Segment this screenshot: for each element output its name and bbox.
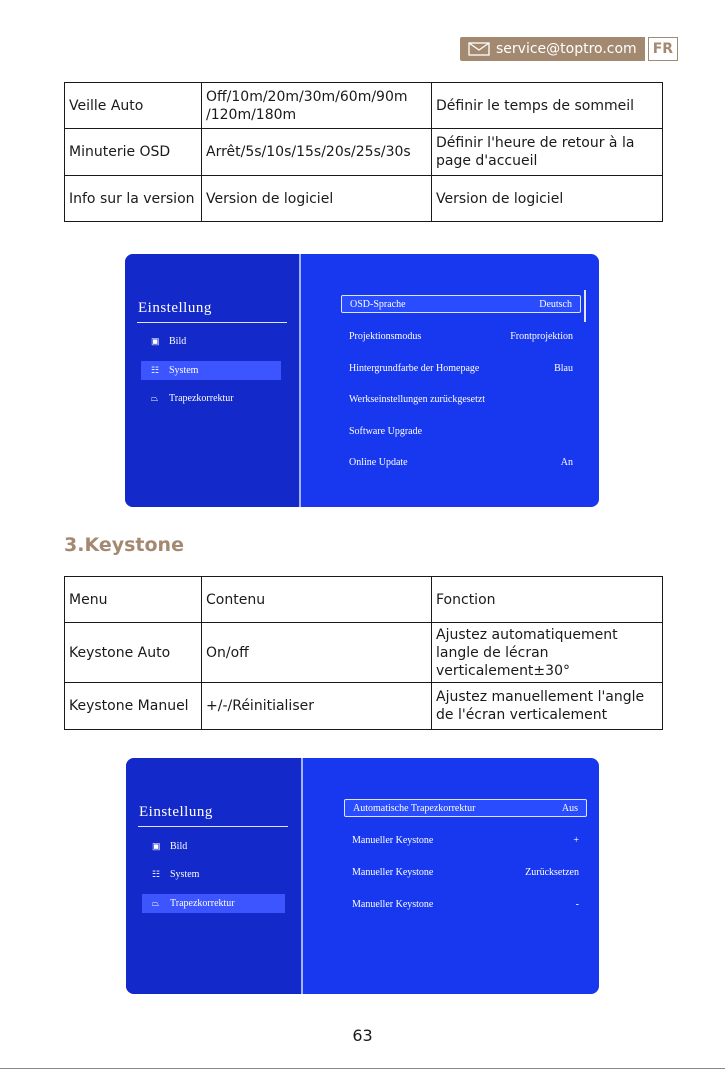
osd-divider <box>299 254 301 507</box>
trapezoid-icon: ⏢ <box>152 898 160 908</box>
osd-divider <box>301 758 303 994</box>
table-row <box>65 83 663 129</box>
table-row <box>65 176 663 222</box>
osd-sidebar <box>125 254 299 507</box>
osd-row-label: Automatische Trapezkorrektur <box>353 802 476 814</box>
mail-icon <box>468 42 490 56</box>
osd-row-value: Frontprojektion <box>510 330 573 342</box>
table-row <box>65 129 663 176</box>
osd-nav-trapezkorrektur[interactable] <box>142 894 285 913</box>
osd-title: Einstellung <box>139 804 213 820</box>
settings-table <box>64 82 663 222</box>
osd-title-underline <box>137 322 287 323</box>
osd-nav-trapezkorrektur[interactable] <box>141 389 281 408</box>
section-title: 3.Keystone <box>64 534 184 556</box>
osd-row-label: OSD-Sprache <box>350 298 406 310</box>
osd-row-value: - <box>575 898 579 910</box>
osd-row-software-upgrade[interactable] <box>341 422 581 440</box>
osd-row-label: Manueller Keystone <box>352 834 434 846</box>
image-icon: ▣ <box>152 841 161 851</box>
osd-nav-system[interactable] <box>142 865 285 884</box>
osd-row-projektionsmodus[interactable] <box>341 327 581 345</box>
table-row <box>65 623 663 683</box>
trapezoid-icon: ⏢ <box>151 393 159 403</box>
osd-row-value: Zurücksetzen <box>525 866 579 878</box>
osd-row-manueller-keystone-minus[interactable] <box>344 895 587 913</box>
osd-nav-label: System <box>170 869 200 880</box>
osd-nav-system[interactable] <box>141 361 281 380</box>
osd-row-werkseinstellungen[interactable] <box>341 390 581 408</box>
image-icon: ▣ <box>151 336 160 346</box>
osd-row-value: Aus <box>561 802 578 814</box>
table-cell: +/-/Réinitialiser <box>202 683 432 730</box>
osd-nav-label: Trapezkorrektur <box>170 898 235 909</box>
table-cell: Ajustez manuellement l'angle de l'écran verticalement <box>432 683 663 730</box>
table-row <box>65 683 663 730</box>
table-cell: Version de logiciel <box>202 176 432 222</box>
osd-scrollbar[interactable] <box>584 290 586 322</box>
osd-row-value: + <box>573 834 579 846</box>
osd-row-value: Deutsch <box>539 298 572 310</box>
osd-nav-bild[interactable] <box>141 332 281 351</box>
system-icon: ☷ <box>152 869 161 879</box>
osd-keystone-menu-screenshot <box>126 758 599 994</box>
table-cell: Keystone Auto <box>65 623 202 683</box>
contact-email-badge <box>460 37 645 61</box>
osd-row-automatische-trapezkorrektur[interactable] <box>344 799 587 817</box>
table-cell: Veille Auto <box>65 83 202 129</box>
page-header <box>460 37 678 61</box>
osd-row-label: Projektionsmodus <box>349 330 422 342</box>
bottom-rule <box>0 1068 725 1069</box>
table-cell: Version de logiciel <box>432 176 663 222</box>
table-cell: On/off <box>202 623 432 683</box>
osd-nav-bild[interactable] <box>142 837 285 856</box>
osd-title-underline <box>138 826 288 827</box>
table-cell: Off/10m/20m/30m/60m/90m /120m/180m <box>202 83 432 129</box>
table-header-row <box>65 577 663 623</box>
osd-row-label: Software Upgrade <box>349 425 423 437</box>
osd-row-osd-sprache[interactable] <box>341 295 581 313</box>
osd-nav-label: Trapezkorrektur <box>169 393 234 404</box>
table-cell: Info sur la version <box>65 176 202 222</box>
table-cell: Minuterie OSD <box>65 129 202 176</box>
language-badge: FR <box>648 37 678 61</box>
osd-row-label: Manueller Keystone <box>352 866 434 878</box>
table-header-cell: Contenu <box>202 577 432 623</box>
table-cell: Arrêt/5s/10s/15s/20s/25s/30s <box>202 129 432 176</box>
contact-email: service@toptro.com <box>496 41 637 57</box>
osd-row-label: Manueller Keystone <box>352 898 434 910</box>
osd-row-manueller-keystone-plus[interactable] <box>344 831 587 849</box>
table-cell: Définir le temps de sommeil <box>432 83 663 129</box>
osd-row-value: Blau <box>554 362 573 374</box>
table-header-cell: Menu <box>65 577 202 623</box>
osd-nav-label: System <box>169 365 199 376</box>
osd-title: Einstellung <box>138 300 212 316</box>
osd-row-manueller-keystone-reset[interactable] <box>344 863 587 881</box>
table-cell: Définir l'heure de retour à la page d'accueil <box>432 129 663 176</box>
system-icon: ☷ <box>151 365 160 375</box>
keystone-table <box>64 576 663 730</box>
osd-row-label: Werkseinstellungen zurückgesetzt <box>349 393 486 405</box>
osd-row-online-update[interactable] <box>341 453 581 471</box>
table-header-cell: Fonction <box>432 577 663 623</box>
table-cell: Keystone Manuel <box>65 683 202 730</box>
osd-row-hintergrundfarbe[interactable] <box>341 359 581 377</box>
osd-row-label: Hintergrundfarbe der Homepage <box>349 362 480 374</box>
table-cell: Ajustez automatiquement langle de lécran verticalement±30° <box>432 623 663 683</box>
osd-nav-label: Bild <box>169 336 187 347</box>
osd-row-value: An <box>560 456 573 468</box>
page-number: 63 <box>352 1026 373 1045</box>
osd-nav-label: Bild <box>170 841 188 852</box>
osd-system-menu-screenshot <box>125 254 599 507</box>
osd-row-label: Online Update <box>349 456 408 468</box>
